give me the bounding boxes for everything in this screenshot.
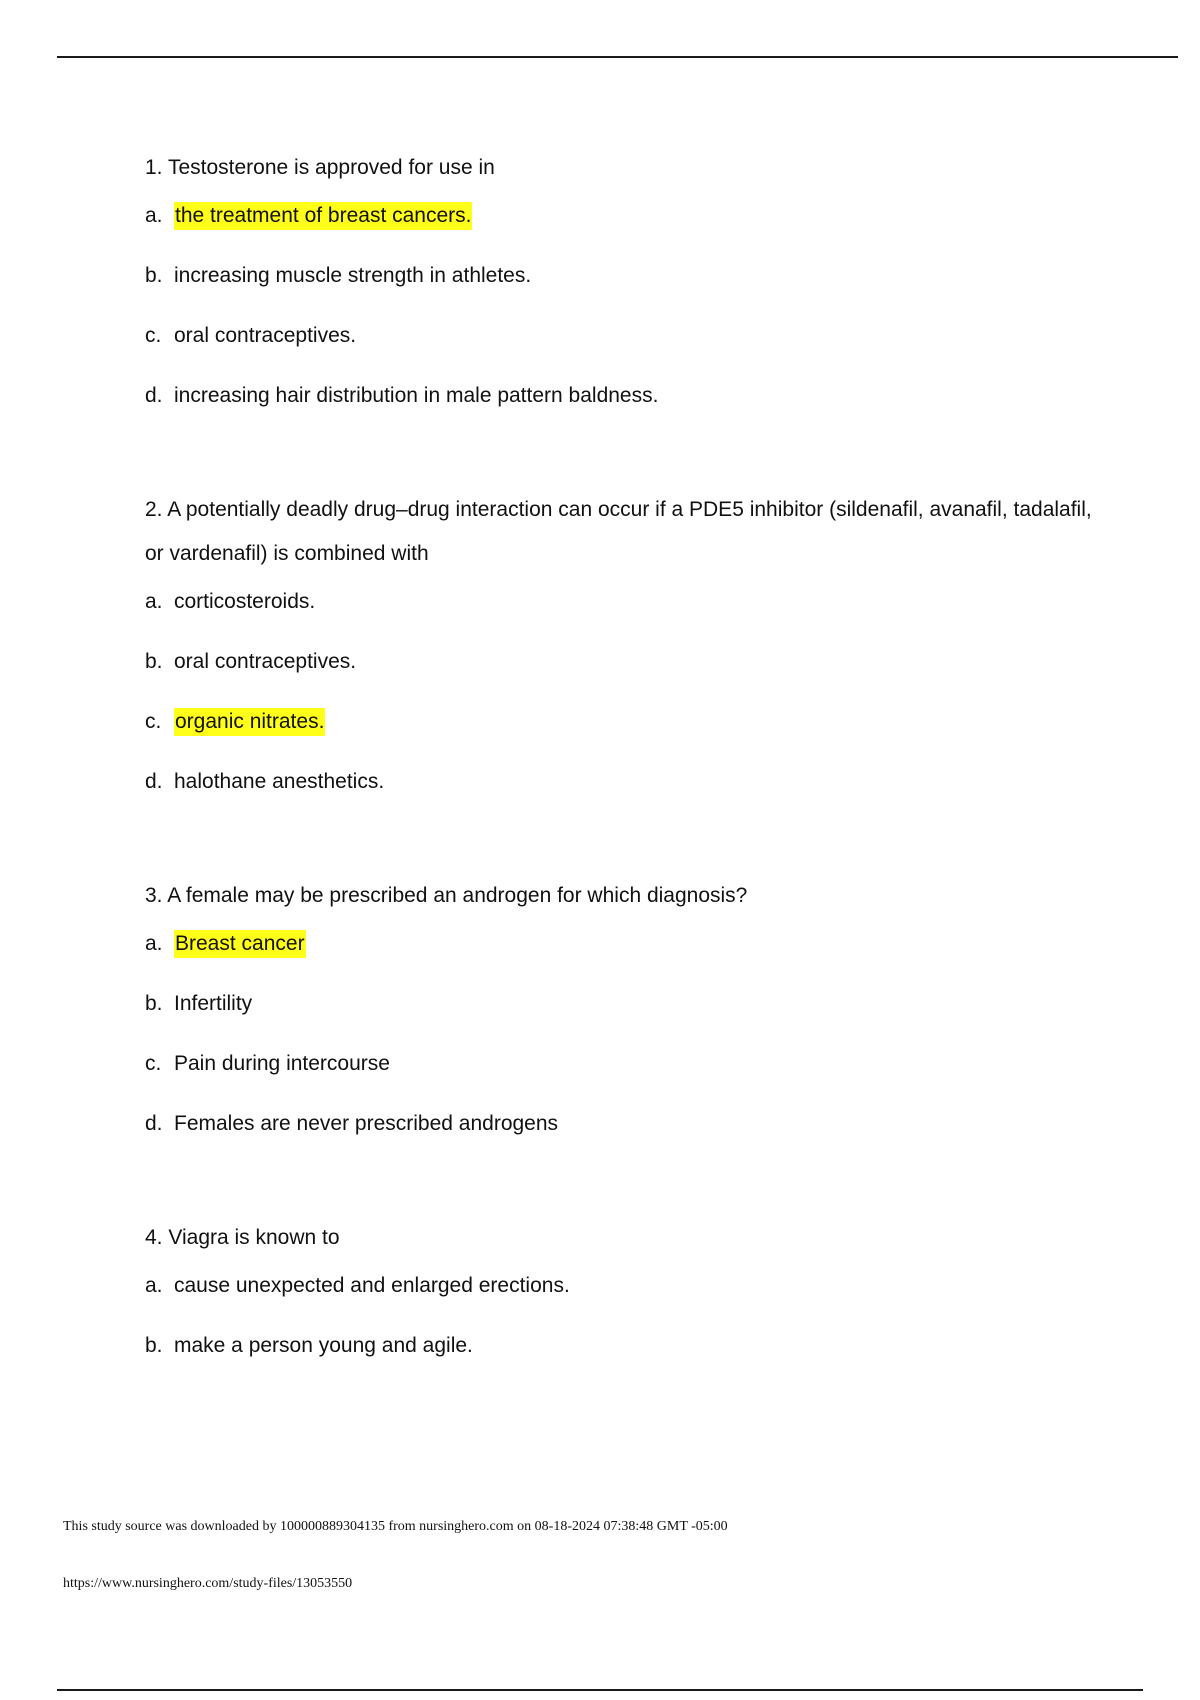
option-letter: d. xyxy=(145,1112,163,1135)
option-letter: b. xyxy=(145,264,163,287)
question-prompt: 4. Viagra is known to xyxy=(145,1226,340,1249)
option-text: halothane anesthetics. xyxy=(174,770,385,793)
option-letter: a. xyxy=(145,204,163,227)
option-letter: c. xyxy=(145,1052,162,1075)
answer-option xyxy=(145,262,1105,290)
option-letter: a. xyxy=(145,590,163,613)
option-letter: b. xyxy=(145,650,163,673)
option-text: cause unexpected and enlarged erections. xyxy=(174,1274,570,1297)
option-text-highlighted: Breast cancer xyxy=(174,930,306,958)
option-text: Females are never prescribed androgens xyxy=(174,1112,559,1135)
answer-option xyxy=(145,930,1105,958)
question-1 xyxy=(145,146,1105,410)
question-prompt: 1. Testosterone is approved for use in xyxy=(145,156,495,179)
download-source-note: This study source was downloaded by 100000889304135 from nursinghero.com on 08-18-2024 07:38:48 GMT -05:00 xyxy=(63,1519,728,1534)
answer-option xyxy=(145,708,1105,736)
option-letter: d. xyxy=(145,770,163,793)
answer-option xyxy=(145,648,1105,676)
option-text-highlighted: the treatment of breast cancers. xyxy=(174,202,472,230)
answer-option xyxy=(145,382,1105,410)
option-letter: d. xyxy=(145,384,163,407)
source-url: https://www.nursinghero.com/study-files/13053550 xyxy=(63,1576,353,1591)
answer-option xyxy=(145,588,1105,616)
bottom-rule xyxy=(57,1689,1143,1691)
option-text: oral contraceptives. xyxy=(174,650,357,673)
answer-option xyxy=(145,202,1105,230)
option-text: make a person young and agile. xyxy=(174,1334,473,1357)
option-letter: b. xyxy=(145,992,163,1015)
option-text: corticosteroids. xyxy=(174,590,316,613)
answer-option xyxy=(145,1110,1105,1138)
question-3 xyxy=(145,874,1105,1138)
question-prompt: 2. A potentially deadly drug–drug interaction can occur if a PDE5 inhibitor (sildenafil, avanafil, tadalafil, or vardenafil) is combined with xyxy=(145,498,1092,565)
answer-option xyxy=(145,1050,1105,1078)
option-text: Pain during intercourse xyxy=(174,1052,390,1075)
option-letter: a. xyxy=(145,1274,163,1297)
option-text: oral contraceptives. xyxy=(174,324,357,347)
answer-option xyxy=(145,322,1105,350)
option-letter: c. xyxy=(145,324,162,347)
question-prompt: 3. A female may be prescribed an androgen for which diagnosis? xyxy=(145,884,748,907)
option-text: increasing muscle strength in athletes. xyxy=(174,264,532,287)
question-4 xyxy=(145,1216,1105,1360)
question-2 xyxy=(145,488,1105,796)
option-text-highlighted: organic nitrates. xyxy=(174,708,325,736)
answer-option xyxy=(145,1332,1105,1360)
option-letter: c. xyxy=(145,710,162,733)
top-rule xyxy=(57,56,1178,58)
option-letter: a. xyxy=(145,932,163,955)
answer-option xyxy=(145,990,1105,1018)
answer-option xyxy=(145,1272,1105,1300)
option-text: Infertility xyxy=(174,992,253,1015)
option-text: increasing hair distribution in male pattern baldness. xyxy=(174,384,659,407)
answer-option xyxy=(145,768,1105,796)
quiz-content xyxy=(145,146,1105,1360)
option-letter: b. xyxy=(145,1334,163,1357)
